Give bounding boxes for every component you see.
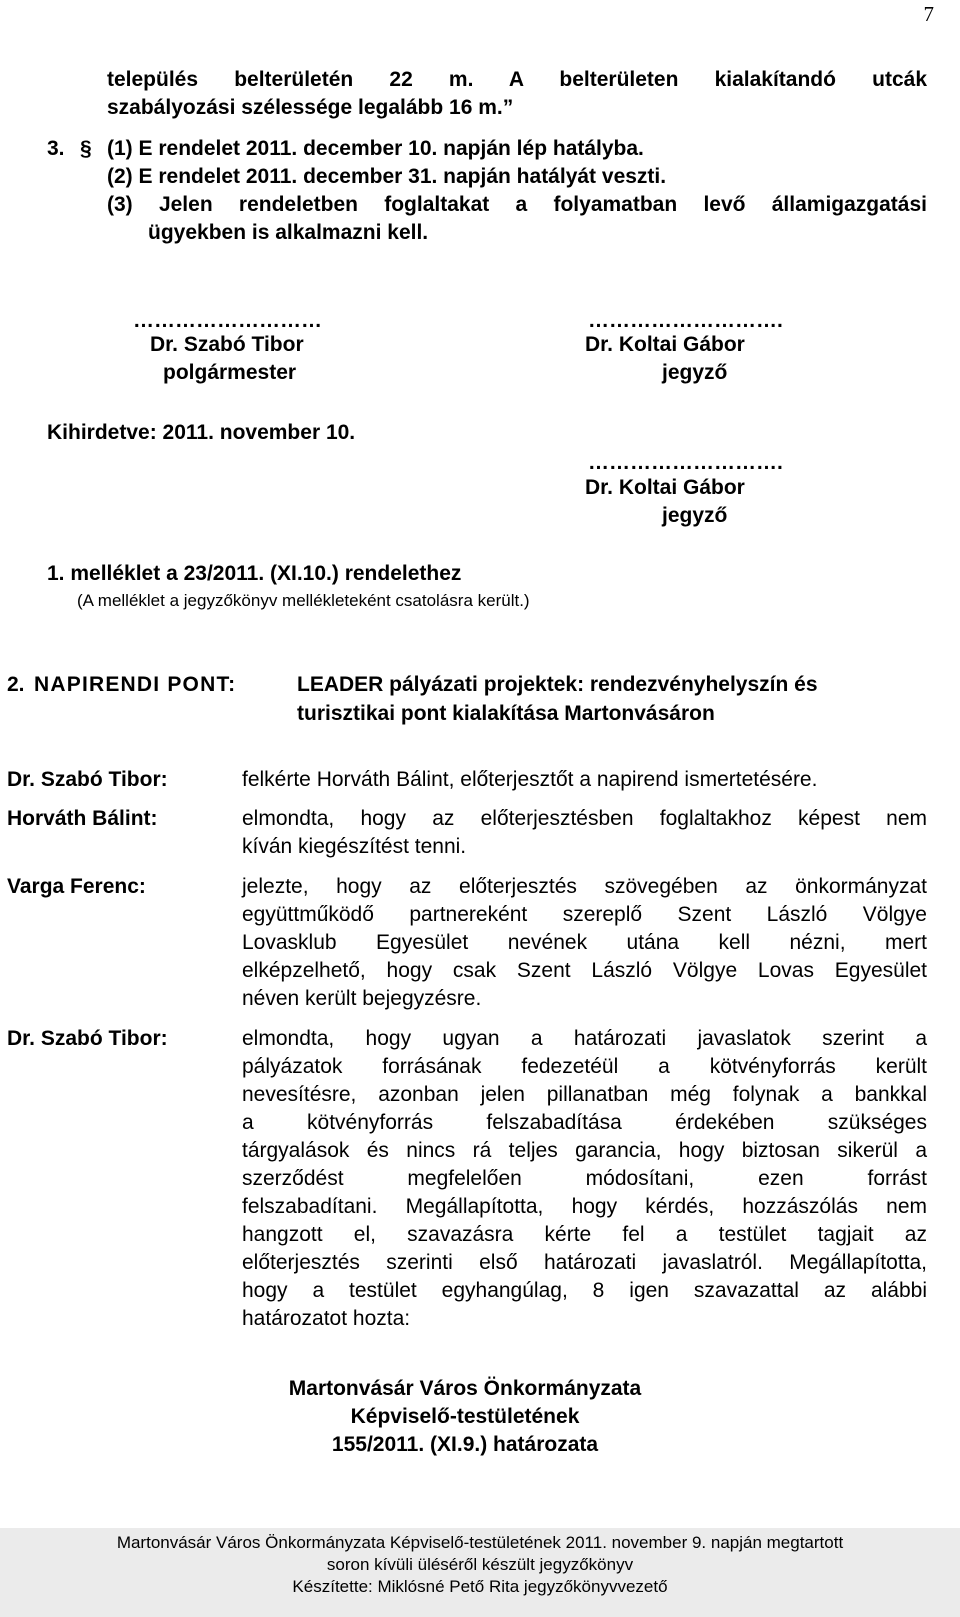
signature-line-left: ……………………… <box>133 309 322 332</box>
speech-line: határozatot hozta: <box>242 1307 411 1330</box>
speech-line: néven került bejegyzésre. <box>242 987 482 1010</box>
section-sign: § <box>80 137 92 160</box>
speaker-label: Dr. Szabó Tibor: <box>7 768 168 791</box>
resolution-line-2: Képviselő-testületének <box>350 1405 580 1428</box>
speech-line: elmondta, hogy ugyan a határozati javaslatok szerint a <box>242 1027 927 1050</box>
clause-1: (1) E rendelet 2011. december 10. napján lép hatályba. <box>107 137 644 160</box>
section-number: 3. <box>47 137 65 160</box>
clause-2: (2) E rendelet 2011. december 31. napján hatályát veszti. <box>107 165 667 188</box>
agenda-label: NAPIRENDI PONT: <box>34 673 237 696</box>
intro-line-2: szabályozási szélessége legalább 16 m.” <box>107 96 514 119</box>
speech-line: kíván kiegészítést tenni. <box>242 835 467 858</box>
speaker-label: Varga Ferenc: <box>7 875 146 898</box>
page-number: 7 <box>923 2 934 26</box>
signatory-name-right: Dr. Koltai Gábor <box>585 333 745 356</box>
agenda-title-line-1: LEADER pályázati projektek: rendezvényhelyszín és <box>297 673 818 696</box>
signature-line-right-2: ………………………. <box>588 451 783 474</box>
speech-line: jelezte, hogy az előterjesztés szövegében az önkormányzat <box>242 875 927 898</box>
speech-line: elképzelhető, hogy csak Szent László Völgye Lovas Egyesület <box>242 959 927 982</box>
page-footer <box>0 1528 960 1617</box>
speech-line: együttműködő partnereként szereplő Szent László Völgye <box>242 903 927 926</box>
footer-line-3: Készítette: Miklósné Pető Rita jegyzőkönyvvezető <box>292 1577 668 1596</box>
annex-note: (A melléklet a jegyzőkönyv mellékleteként csatolásra került.) <box>77 591 530 610</box>
speech-line: pályázatok forrásának fedezetéül a kötvényforrás került <box>242 1055 927 1078</box>
speech-line: szerződést megfelelően módosítani, ezen forrást <box>242 1167 927 1190</box>
intro-line-1: település belterületén 22 m. A belterületen kialakítandó utcák <box>107 68 927 91</box>
speech-line: nevesítésre, azonban jelen pillanatban még folynak a bankkal <box>242 1083 927 1106</box>
speech-line: hogy a testület egyhangúlag, 8 igen szavazattal az alábbi <box>242 1279 927 1302</box>
speech-line: előterjesztés szerinti első határozati javaslatról. Megállapította, <box>242 1251 927 1274</box>
footer-line-2: soron kívüli üléséről készült jegyzőkönyv <box>326 1555 634 1574</box>
speech-line: hangzott el, szavazásra kérte fel a testület tagjait az <box>242 1223 927 1246</box>
footer-line-1: Martonvásár Város Önkormányzata Képviselő-testületének 2011. november 9. napján megtartott <box>116 1533 844 1552</box>
signatory-name-right-2: Dr. Koltai Gábor <box>585 476 745 499</box>
resolution-line-1: Martonvásár Város Önkormányzata <box>288 1377 642 1400</box>
agenda-title-line-2: turisztikai pont kialakítása Martonvásáron <box>297 702 715 725</box>
signatory-name-left: Dr. Szabó Tibor <box>150 333 304 356</box>
speech-line: felkérte Horváth Bálint, előterjesztőt a napirend ismertetésére. <box>242 768 818 791</box>
speech-line: Lovasklub Egyesület nevének utána kell nézni, mert <box>242 931 927 954</box>
speech-line: elmondta, hogy az előterjesztésben foglaltakhoz képest nem <box>242 807 927 830</box>
annex-title: 1. melléklet a 23/2011. (XI.10.) rendelethez <box>47 562 462 585</box>
resolution-line-3: 155/2011. (XI.9.) határozata <box>331 1433 599 1456</box>
signatory-title-left: polgármester <box>163 361 297 384</box>
signature-line-right: ………………………. <box>588 309 783 332</box>
speaker-label: Dr. Szabó Tibor: <box>7 1027 168 1050</box>
speaker-label: Horváth Bálint: <box>7 807 158 830</box>
signatory-title-right-2: jegyző <box>662 504 728 527</box>
signatory-title-right: jegyző <box>662 361 728 384</box>
speech-line: felszabadítani. Megállapította, hogy kérdés, hozzászólás nem <box>242 1195 927 1218</box>
clause-3-line-1: (3) Jelen rendeletben foglaltakat a folyamatban levő államigazgatási <box>107 193 927 216</box>
agenda-number: 2. <box>7 673 25 696</box>
announced-date: Kihirdetve: 2011. november 10. <box>47 421 356 444</box>
speech-line: a kötvényforrás felszabadítása érdekében szükséges <box>242 1111 927 1134</box>
speech-line: tárgyalások és nincs rá teljes garancia, hogy biztosan sikerül a <box>242 1139 927 1162</box>
clause-3-line-2: ügyekben is alkalmazni kell. <box>148 221 429 244</box>
